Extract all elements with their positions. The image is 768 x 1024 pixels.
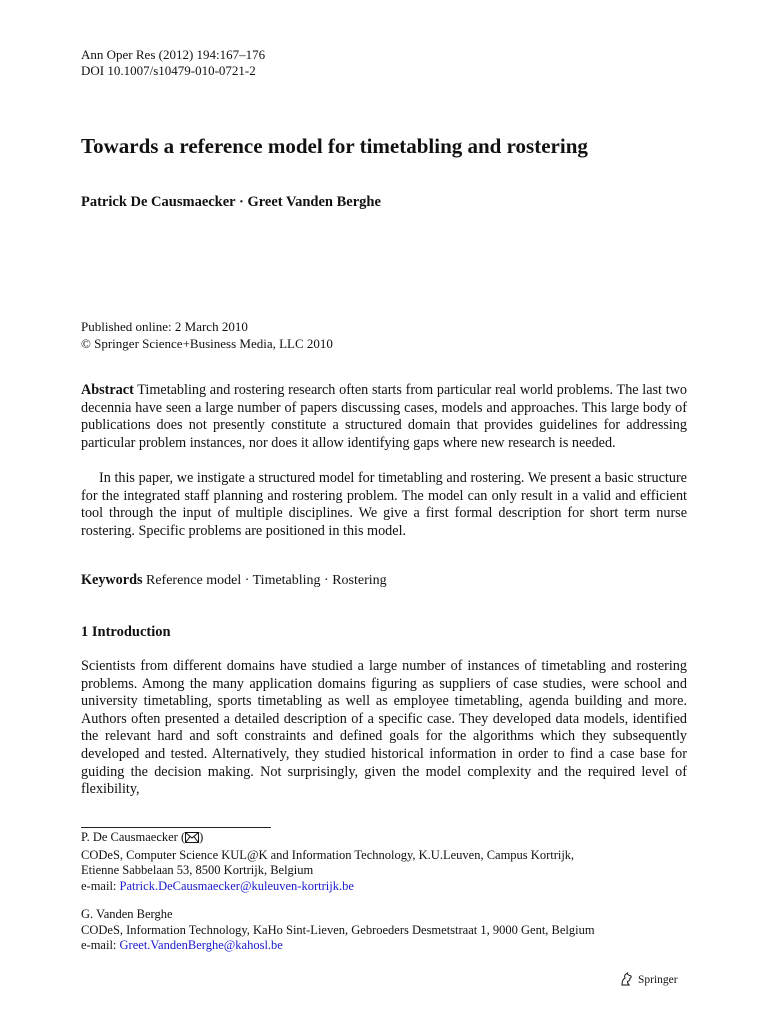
abstract-text-1: Timetabling and rostering research often starts from particular real world problems. The last two decennia have seen a large number of papers discussing cases, models and approaches. This large body of publications does not presently constitute a structured domain that provides guidelines for addressing particular problem instances, nor does it allow identifying gaps where new research is needed. (81, 382, 687, 451)
abstract-paragraph-1 (81, 382, 687, 452)
author2-affiliation: CODeS, Information Technology, KaHo Sint-Lieven, Gebroeders Desmetstraat 1, 9000 Gent, Belgium (81, 922, 595, 937)
author2-name: G. Vanden Berghe (81, 907, 173, 921)
keywords-line (81, 572, 387, 589)
author1-email-line (81, 879, 574, 895)
author1-email-label: e-mail: (81, 878, 120, 893)
keywords-label: Keywords (81, 572, 143, 588)
footnote-divider (81, 827, 271, 828)
author2-footnote (81, 907, 595, 954)
author1-name-close: ) (199, 830, 204, 844)
abstract-paragraph-2: In this paper, we instigate a structured model for timetabling and rostering. We present a basic structure for the integrated staff planning and rostering problem. The model can only result in a valid and efficient tool through the input of multiple disciplines. We give a first formal description for short term nurse rostering. Specific problems are positioned in this model. (81, 470, 687, 539)
author1-footnote (81, 830, 574, 894)
publication-info (81, 318, 333, 352)
abstract-label: Abstract (81, 382, 134, 398)
introduction-paragraph: Scientists from different domains have studied a large number of instances of timetabling and rostering problems. Among the many application domains figuring as suppliers of case studies, were school and university timetabling, sports timetabling as well as employee timetabling, agenda building and more. Authors often presented a detailed description of a specific case. They developed data models, identified the relevant hard and soft constraints and defined goals for the algorithms which they subsequently developed and tested. Alternatively, they studied historical information in order to find a case base for guiding the decision making. Not surprisingly, given the model complexity and the required level of flexibility, (81, 658, 687, 798)
paper-title: Towards a reference model for timetabling and rostering (81, 134, 588, 158)
springer-horse-icon (619, 972, 634, 987)
publisher-footer (619, 972, 678, 987)
author1-name-line (81, 830, 574, 848)
author1-name: P. De Causmaecker ( (81, 830, 186, 844)
author2-email-line (81, 938, 595, 954)
doi: DOI 10.1007/s10479-010-0721-2 (81, 63, 256, 78)
author2-email-link[interactable]: Greet.VandenBerghe@kahosl.be (119, 938, 283, 952)
author1-affiliation-2: Etienne Sabbelaan 53, 8500 Kortrijk, Belgium (81, 863, 314, 877)
author-list: Patrick De Causmaecker · Greet Vanden Berghe (81, 194, 381, 210)
published-date: Published online: 2 March 2010 (81, 319, 248, 334)
author1-email-link[interactable]: Patrick.DeCausmaecker@kuleuven-kortrijk.be (119, 878, 354, 893)
section-heading-introduction: 1 Introduction (81, 624, 171, 640)
keywords-text: Reference model · Timetabling · Rostering (145, 573, 387, 588)
envelope-icon (185, 832, 199, 848)
author2-email-label: e-mail: (81, 938, 120, 952)
copyright-notice: © Springer Science+Business Media, LLC 2010 (81, 336, 333, 351)
publisher-name: Springer (638, 973, 678, 986)
journal-citation: Ann Oper Res (2012) 194:167–176 (81, 47, 266, 62)
journal-header (81, 47, 265, 79)
author1-affiliation-1: CODeS, Computer Science KUL@K and Information Technology, K.U.Leuven, Campus Kortrijk, (81, 847, 575, 862)
